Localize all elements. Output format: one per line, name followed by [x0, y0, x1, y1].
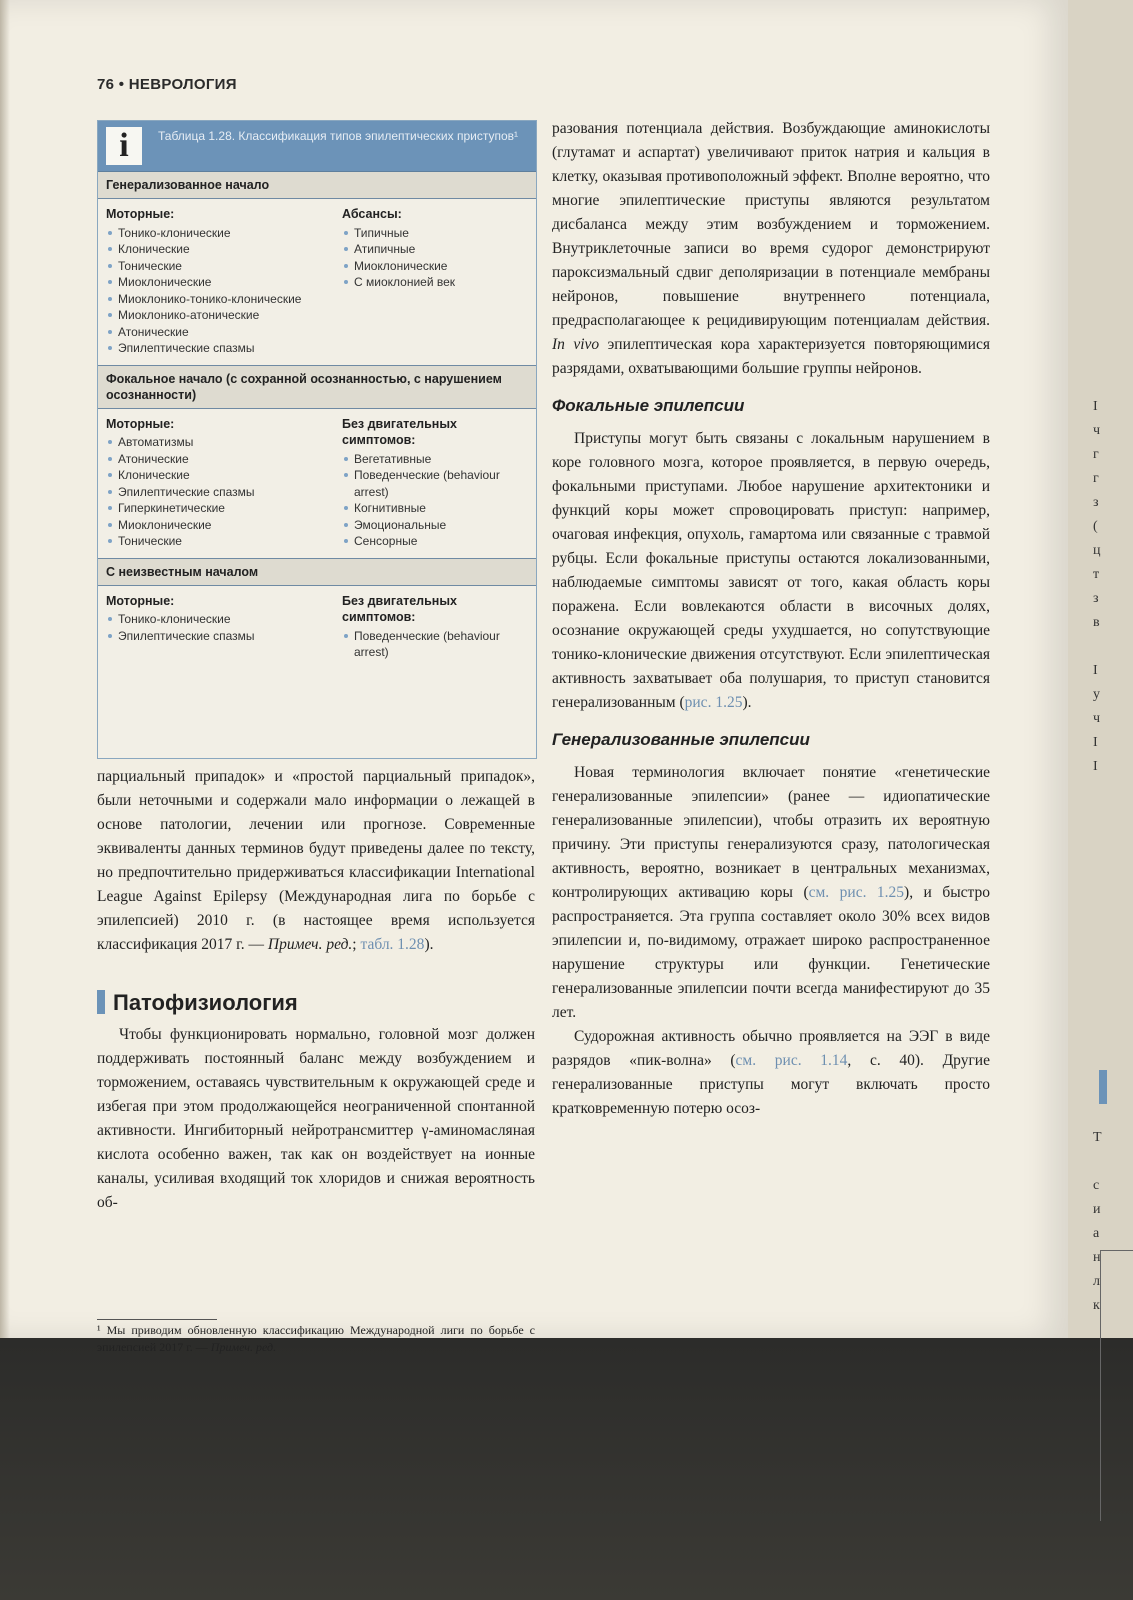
cut-letter: т: [1093, 567, 1100, 582]
cut-letter: с: [1093, 1178, 1100, 1193]
info-icon: i: [106, 127, 142, 165]
cut-letter: ц: [1093, 543, 1101, 558]
list-item: Тонические: [106, 258, 342, 275]
classification-table: [97, 120, 537, 759]
list-item: Когнитивные: [342, 500, 527, 517]
column-heading: Без двигательных симптомов:: [342, 416, 457, 447]
figure-reference-link[interactable]: рис. 1.25: [684, 694, 743, 711]
list-item: Атонические: [106, 451, 342, 468]
paragraph: Приступы могут быть связаны с локальным нарушением в коре головного мозга, которое проявляется, в первую очередь, фокальными приступами. Любое нарушение архитектоники и функций коры может спровоцировать приступ: например, очаговая инфекция, опухоль, гамартома или связанные с травмой рубцы. Если фокальные приступы остаются локализованными, наблюдаемые симптомы зависят от того, какая область коры поражена. Если вовлекаются области в височных долях, осознание окружающей среды ухудшается, но сопутствующие тонико-клонические движения отсутствуют. Если эпилептическая активность захватывает оба полушария, то приступ становится генерализованным (рис. 1.25).: [552, 430, 990, 711]
cut-letter: Т: [1093, 1130, 1102, 1145]
table-column: [342, 206, 527, 357]
paragraph: разования потенциала действия. Возбуждающие аминокислоты (глутамат и аспартат) увеличивают приток натрия и кальция в клетку, оказывая противоположный эффект. Вполне вероятно, что многие эпилептические приступы являются результатом дисбаланса между этим возбуждением и торможением. Внутриклеточные записи во время судорог демонстрируют пароксизмальный сдвиг деполяризации в потенциале мембраны нейронов, повышение внутреннего потенциала, предрасполагающее к рецидивирующим потенциалам действия. In vivo эпилептическая кора характеризуется повторяющимися разрядами, охватывающими большие группы нейронов.: [552, 120, 990, 377]
cut-letter: г: [1093, 447, 1099, 462]
cut-letter: в: [1093, 615, 1100, 630]
table-section-body: [98, 586, 536, 669]
list-item: Миоклонические: [106, 274, 342, 291]
subheading-focal: Фокальные эпилепсии: [552, 396, 745, 415]
list-item: Тонические: [106, 533, 342, 550]
paragraph: Чтобы функционировать нормально, головной мозг должен поддерживать постоянный баланс между возбуждением и торможением, оставаясь чувствительным к окружающей среде и избегая при этом продолжающейся неограниченной спонтанной активности. Ингибиторный нейротрансмиттер γ-аминомасляная кислота особенно важен, так как он воздействует на ионные каналы, усиливая входящий ток хлоридов и снижая вероятность об-: [97, 1026, 535, 1211]
table-header: [98, 121, 536, 172]
table-reference-link[interactable]: табл. 1.28: [360, 936, 425, 953]
cut-letter: к: [1093, 1298, 1100, 1313]
subheading-generalized: Генерализованные эпилепсии: [552, 730, 810, 749]
column-heading: Моторные:: [106, 416, 175, 431]
paragraph: Судорожная активность обычно проявляется на ЭЭГ в виде разрядов «пик-волна» (см. рис. 1.14, с. 40). Другие генерализованные приступы могут включать просто кратковременную потерю осоз-: [552, 1028, 990, 1117]
cut-letter: I: [1093, 759, 1098, 774]
cut-letter: I: [1093, 663, 1098, 678]
paragraph: парциальный припадок» и «простой парциальный припадок», были неточными и содержали мало информации о лежащей в основе патологии, лечении или прогнозе. Современные эквиваленты данных терминов будут приведены далее по тексту, но предпочтительно придерживаться классификации International League Against Epilepsy (Международная лига по борьбе с эпилепсией) 2010 г. (в настоящее время используется классификация 2017 г. — Примеч. ред.; табл. 1.28).: [97, 768, 535, 953]
list-item: Вегетативные: [342, 451, 527, 468]
table-section-heading: Генерализованное начало: [98, 172, 536, 199]
cut-heading-bar: [1099, 1070, 1107, 1104]
list-item: Поведенческие (behaviour arrest): [342, 628, 527, 661]
left-text-column-2: [97, 1023, 535, 1215]
table-column: [106, 416, 342, 550]
list-item: Эпилептические спазмы: [106, 628, 342, 645]
list-item: Миоклонические: [342, 258, 527, 275]
column-heading: Абсансы:: [342, 207, 402, 221]
table-column: [106, 206, 342, 357]
list-item: Миоклонические: [106, 517, 342, 534]
page-left-edge: [0, 0, 10, 1338]
list-item: Эмоциональные: [342, 517, 527, 534]
table-title: Таблица 1.28. Классификация типов эпилептических приступов¹: [158, 129, 518, 143]
list-item: Клонические: [106, 467, 342, 484]
dark-background: [0, 1338, 1133, 1600]
cut-letter: г: [1093, 471, 1099, 486]
list-item: Гиперкинетические: [106, 500, 342, 517]
cut-letter: [1093, 1150, 1113, 1174]
list-item: Поведенческие (behaviour arrest): [342, 467, 527, 500]
list-item: С миоклонией век: [342, 274, 527, 291]
footnote: ¹ Мы приводим обновленную классификацию Международной лиги по борьбе с эпилепсией 2017 г. — Примеч. ред.: [97, 1323, 535, 1354]
table-column: [106, 593, 342, 661]
section-heading-pathophysiology: Патофизиология: [97, 988, 298, 1018]
list-item: Клонические: [106, 241, 342, 258]
cut-letter: (: [1093, 519, 1098, 534]
cut-letter: ч: [1093, 711, 1101, 726]
list-item: Тонико-клонические: [106, 611, 342, 628]
list-item: Миоклонико-атонические: [106, 307, 342, 324]
table-section-heading: Фокальное начало (с сохранной осознанностью, с нарушением осознанности): [98, 366, 536, 409]
list-item: Сенсорные: [342, 533, 527, 550]
paragraph: Новая терминология включает понятие «генетические генерализованные эпилепсии» (ранее — идиопатические генерализованные эпилепсии), чтобы отразить их вероятную причину. Эти приступы генерализуются сразу, патологическая активность, вероятно, возникает в центральных механизмах, контролирующих активацию коры (см. рис. 1.25), и быстро распространяется. Эта группа составляет около 30% всех видов эпилепсии и, по-видимому, отражает широко распространенное нарушение структуры или функции. Генетические генерализованные эпилепсии почти всегда манифестируют до 35 лет.: [552, 764, 990, 1021]
cut-table-box: [1100, 1250, 1133, 1521]
cut-letter: н: [1093, 1250, 1101, 1265]
figure-reference-link[interactable]: см. рис. 1.25: [808, 884, 905, 901]
list-item: Эпилептические спазмы: [106, 484, 342, 501]
table-section-body: [98, 409, 536, 558]
list-item: Миоклонико-тонико-клонические: [106, 291, 342, 308]
cut-edge-text: [1093, 395, 1113, 779]
table-section-heading: С неизвестным началом: [98, 559, 536, 586]
right-text-column: [552, 117, 990, 1121]
column-heading: Без двигательных симптомов:: [342, 593, 457, 624]
list-item: Автоматизмы: [106, 434, 342, 451]
cut-letter: ч: [1093, 423, 1101, 438]
column-heading: Моторные:: [106, 207, 175, 221]
cut-letter: I: [1093, 735, 1098, 750]
cut-letter: и: [1093, 1202, 1101, 1217]
list-item: Тонико-клонические: [106, 225, 342, 242]
cut-letter: з: [1093, 591, 1099, 606]
cut-letter: л: [1093, 1274, 1100, 1289]
cut-letter: [1093, 635, 1113, 659]
list-item: Эпилептические спазмы: [106, 340, 342, 357]
footnote-rule: [97, 1319, 217, 1320]
cut-letter: а: [1093, 1226, 1100, 1241]
heading-bar: [97, 990, 105, 1014]
column-heading: Моторные:: [106, 593, 175, 608]
list-item: Атипичные: [342, 241, 527, 258]
cut-letter: у: [1093, 687, 1100, 702]
table-section-body: [98, 199, 536, 365]
list-item: Атонические: [106, 324, 342, 341]
table-column: [342, 416, 527, 550]
left-text-column: [97, 765, 535, 957]
cut-letter: I: [1093, 399, 1098, 414]
figure-reference-link[interactable]: см. рис. 1.14: [735, 1052, 848, 1069]
running-head: 76 • НЕВРОЛОГИЯ: [97, 76, 237, 93]
list-item: Типичные: [342, 225, 527, 242]
table-column: [342, 593, 527, 661]
cut-letter: з: [1093, 495, 1099, 510]
